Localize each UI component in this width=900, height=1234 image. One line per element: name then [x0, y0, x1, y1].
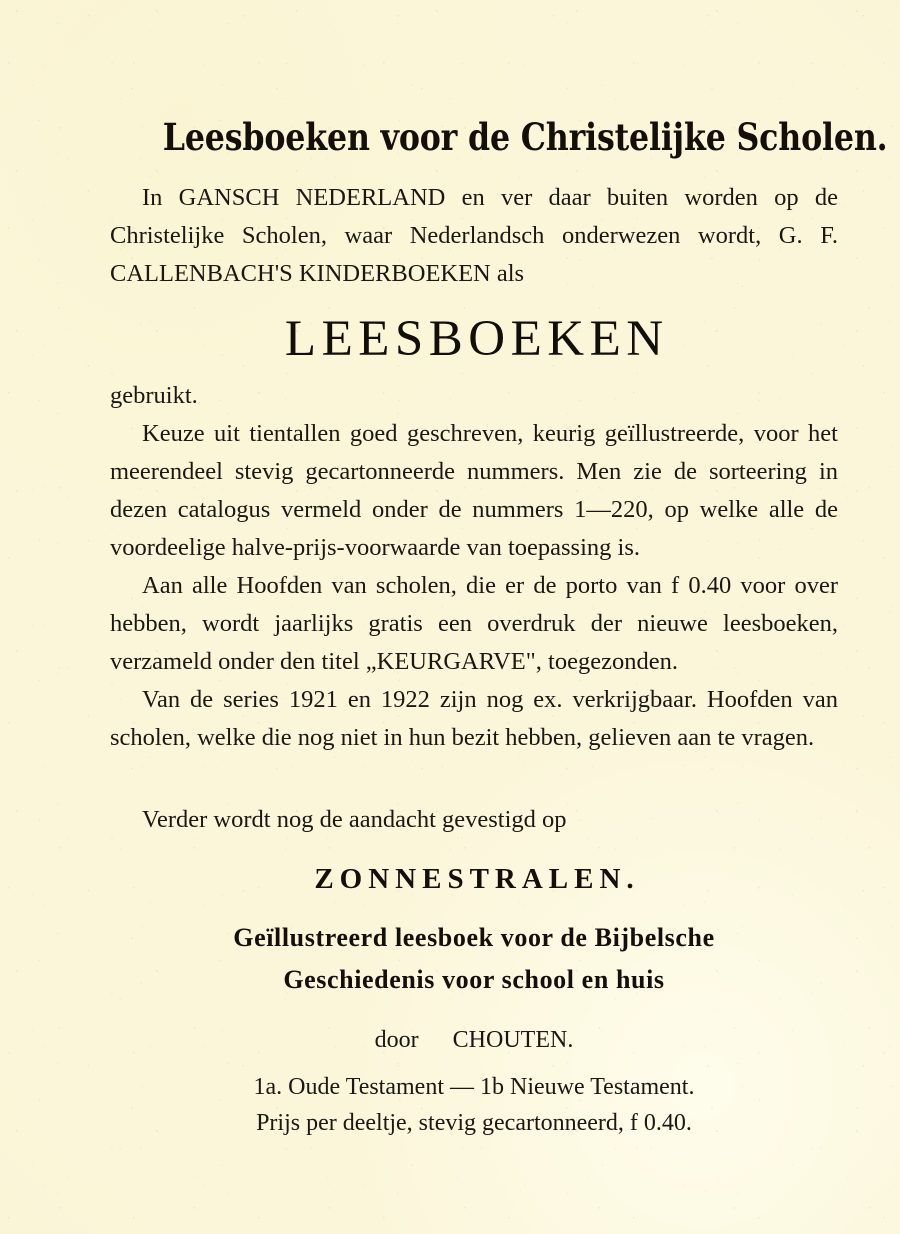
body-paragraph-1: Keuze uit tientallen goed geschreven, keurig geïllustreerde, voor het meerendeel stevig gecartonneerde nummers. Men zie de sorteering in dezen catalogus vermeld onder de nummers 1—220, op welke alle de voordeelige halve-prijs-voorwaarde van toepassing is.	[110, 419, 838, 561]
display-heading-leesboeken: LEESBOEKEN	[284, 310, 669, 367]
promo-volumes-line: 1a. Oude Testament — 1b Nieuwe Testament.	[253, 1074, 695, 1101]
body-paragraph-2: Aan alle Hoofden van scholen, die er de porto van f 0.40 voor over hebben, wordt jaarlijks gratis een overdruk der nieuwe leesboeken, verzameld onder den titel „KEURGARVE", toegezonden.	[110, 571, 838, 675]
intro-block	[110, 157, 838, 293]
promo-author-line	[110, 1001, 838, 1059]
page-title: Leesboeken voor de Christelijke Scholen.	[162, 115, 888, 159]
body-paragraph-3: Van de series 1921 en 1922 zijn nog ex. verkrijgbaar. Hoofden van scholen, welke die nog niet in hun bezit hebben, gelieven aan te vragen.	[110, 685, 838, 751]
intro-paragraph: In GANSCH NEDERLAND en ver daar buiten worden op de Christelijke Scholen, waar Nederlandsch onderwezen wordt, G. F. CALLENBACH'S KINDERBOEKEN als	[110, 183, 838, 287]
promotion-block	[110, 757, 838, 1141]
author-prefix-label: door	[374, 1027, 419, 1054]
promo-subtitle-line-1: Geïllustreerd leesboek voor de Bijbelsche	[233, 923, 715, 953]
author-name: CHOUTEN.	[452, 1027, 574, 1054]
text-column	[110, 0, 888, 1141]
promo-subtitle-line-2: Geschiedenis voor school en huis	[283, 965, 665, 995]
promo-lead-in: Verder wordt nog de aandacht gevestigd op	[142, 805, 567, 833]
continuation-word: gebruikt.	[110, 381, 198, 409]
promo-product-title: ZONNESTRALEN.	[314, 862, 640, 895]
promo-price-line: Prijs per deeltje, stevig gecartonneerd, f 0.40.	[256, 1110, 692, 1137]
